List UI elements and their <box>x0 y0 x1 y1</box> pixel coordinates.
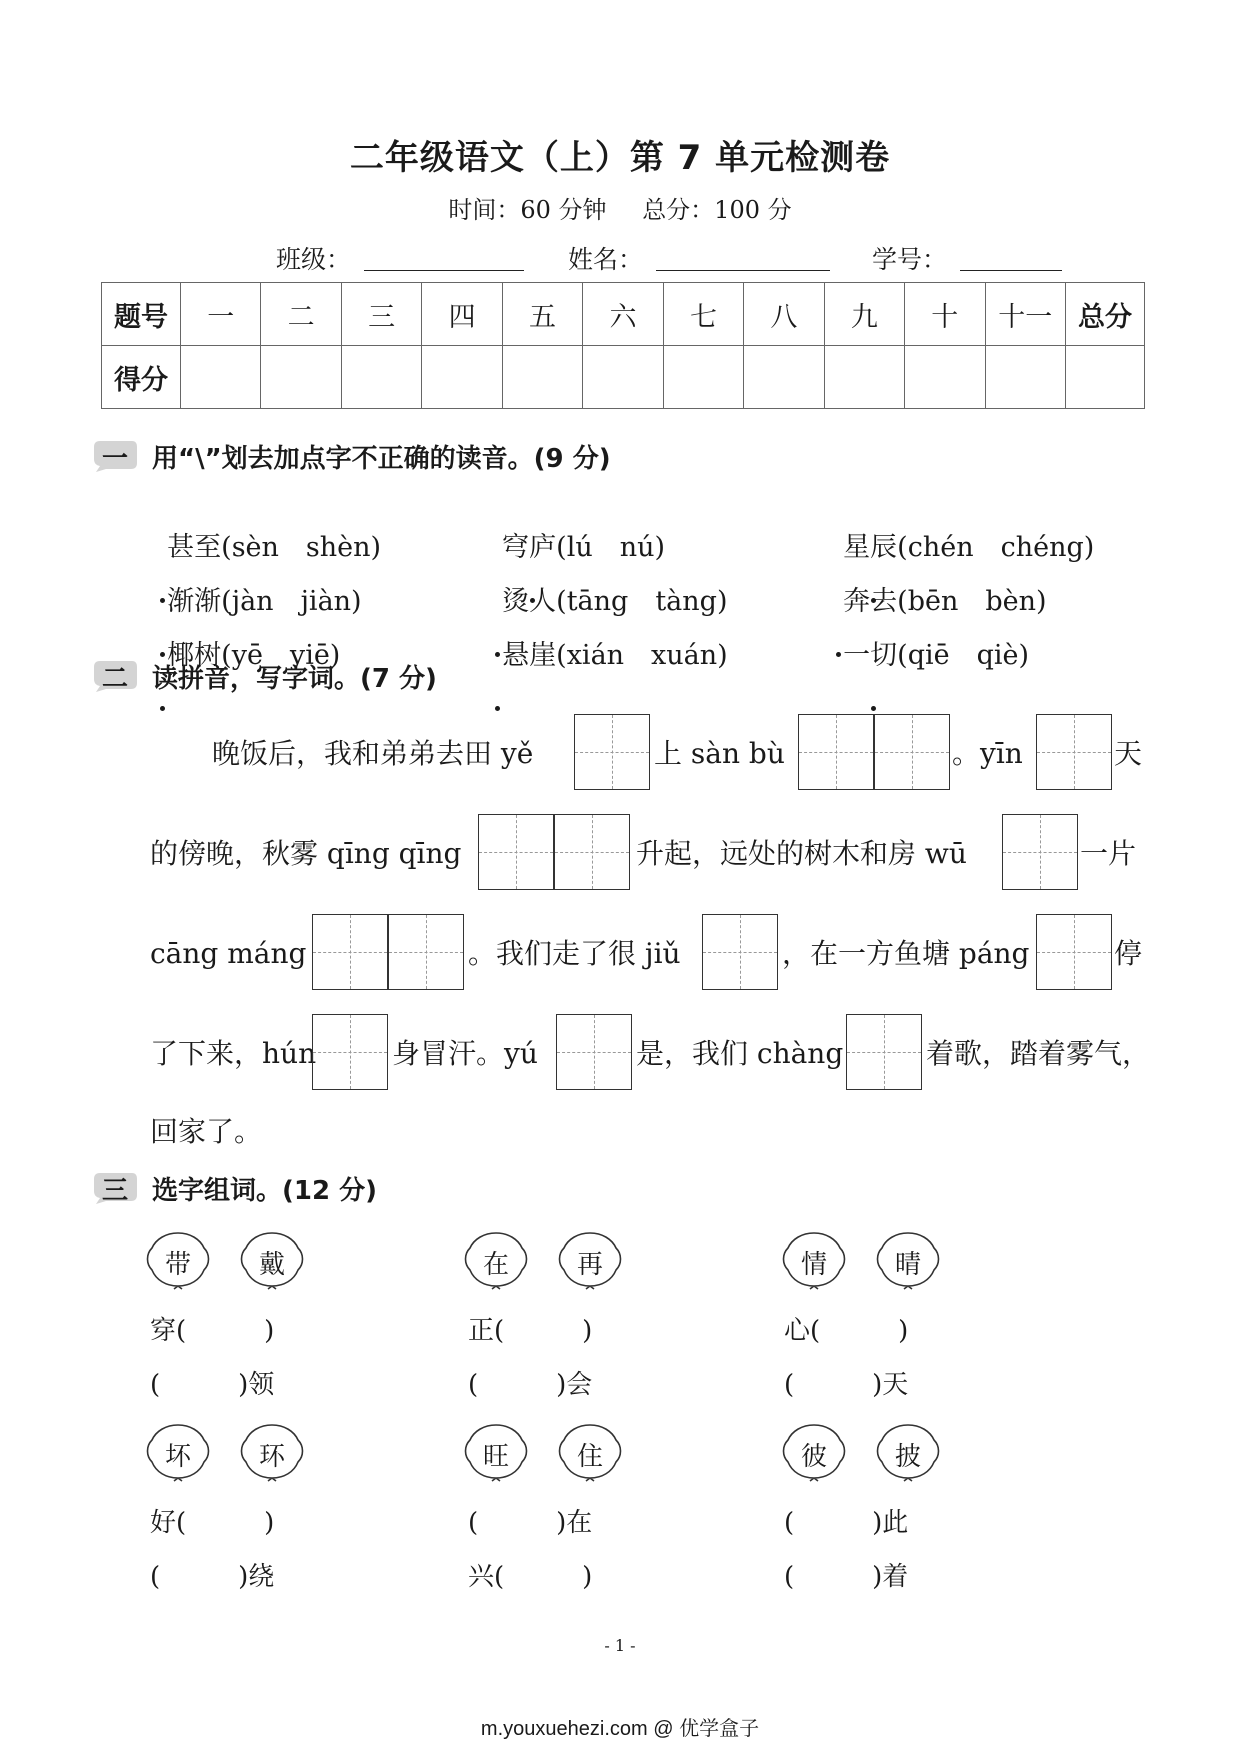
name-field[interactable] <box>656 270 830 271</box>
passage-text: cāng máng <box>150 937 307 970</box>
writing-grid-box[interactable] <box>554 814 630 890</box>
char-choice-flower: 彼 <box>780 1422 848 1482</box>
score-cell[interactable] <box>422 346 502 409</box>
passage-text: 着歌，踏着雾气， <box>926 1037 1151 1070</box>
score-cell[interactable] <box>341 346 421 409</box>
char-choice-flower: 带 <box>144 1230 212 1290</box>
section-3-title: 选字组词。(12 分) <box>152 1175 377 1206</box>
pinyin-item: 悬崖(xián xuán) <box>485 602 728 703</box>
section-2-heading <box>92 656 437 696</box>
passage-text: ，在一方鱼塘 páng <box>782 937 1030 970</box>
writing-grid-box[interactable] <box>1036 714 1112 790</box>
score-table-col: 二 <box>261 283 341 346</box>
writing-grid-box[interactable] <box>798 714 874 790</box>
passage-text: 是，我们 chàng <box>636 1037 844 1070</box>
fill-blank-item[interactable]: ( )此 <box>784 1508 909 1538</box>
passage-text: 升起，远处的树木和房 wū <box>636 837 967 870</box>
writing-grid-box[interactable] <box>478 814 554 890</box>
section-1-heading <box>92 436 611 476</box>
passage-line <box>0 1112 1240 1152</box>
section-1-title: 用“\”划去加点字不正确的读音。(9 分) <box>152 443 611 474</box>
score-cell[interactable] <box>985 346 1065 409</box>
fill-blank-item[interactable]: 兴( ) <box>468 1562 593 1592</box>
char-choice-flower: 坏 <box>144 1422 212 1482</box>
fill-blank-item[interactable]: ( )会 <box>468 1370 593 1400</box>
exam-meta <box>0 190 1240 225</box>
fill-blank-item[interactable]: 穿( ) <box>150 1316 275 1346</box>
writing-grid-box[interactable] <box>312 914 388 990</box>
score-cell[interactable] <box>824 346 904 409</box>
writing-grid-box[interactable] <box>1002 814 1078 890</box>
writing-grid-box[interactable] <box>574 714 650 790</box>
student-info-row <box>0 240 1240 276</box>
pinyin-item: 烫人(tāng tàng) <box>485 548 727 649</box>
page-title: 二年级语文（上）第 7 单元检测卷 <box>349 138 891 178</box>
fill-blank-item[interactable]: ( )绕 <box>150 1562 275 1592</box>
score-table-col: 九 <box>824 283 904 346</box>
char-choice-flower: 旺 <box>462 1422 530 1482</box>
passage-text: 停 <box>1114 937 1143 970</box>
score-cell[interactable] <box>905 346 985 409</box>
passage-text: 上 sàn bù <box>654 737 785 770</box>
score-table-col: 五 <box>502 283 582 346</box>
writing-grid-box[interactable] <box>312 1014 388 1090</box>
passage-text: 一片 <box>1080 837 1137 870</box>
score-table-score-row <box>102 346 1145 409</box>
writing-grid-box[interactable] <box>388 914 464 990</box>
fill-blank-item[interactable]: 心( ) <box>784 1316 909 1346</box>
score-table-col: 三 <box>341 283 421 346</box>
fill-blank-item[interactable]: ( )在 <box>468 1508 593 1538</box>
fill-blank-item[interactable]: 好( ) <box>150 1508 275 1538</box>
page-number: - 1 - <box>604 1636 636 1655</box>
char-choice-flower: 晴 <box>874 1230 942 1290</box>
student-id-field[interactable] <box>960 270 1062 271</box>
char-choice-flower: 披 <box>874 1422 942 1482</box>
score-cell[interactable] <box>502 346 582 409</box>
score-table-row-label: 题号 <box>102 283 181 346</box>
passage-text: 。我们走了很 jiǔ <box>468 937 681 970</box>
char-choice-flower: 环 <box>238 1422 306 1482</box>
passage-text: 的傍晚，秋雾 qīng qīng <box>150 837 462 870</box>
fill-blank-item[interactable]: 正( ) <box>468 1316 593 1346</box>
writing-grid-box[interactable] <box>702 914 778 990</box>
section-2-title: 读拼音，写字词。(7 分) <box>152 663 437 694</box>
passage-text: 天 <box>1114 737 1143 770</box>
fill-blank-item[interactable]: ( )天 <box>784 1370 909 1400</box>
source-footer: m.youxuehezi.com @ 优学盒子 <box>480 1718 760 1740</box>
pinyin-item: 穹庐(lú nú) <box>485 494 665 595</box>
student-id-label: 学号： <box>872 245 948 274</box>
score-table-col: 一 <box>181 283 261 346</box>
name-label: 姓名： <box>568 245 644 274</box>
score-cell[interactable] <box>583 346 663 409</box>
score-table-row-label: 得分 <box>102 346 181 409</box>
passage-text: 。yīn <box>952 737 1023 770</box>
char-choice-flower: 住 <box>556 1422 624 1482</box>
char-choice-flower: 戴 <box>238 1230 306 1290</box>
score-table <box>101 282 1145 409</box>
pinyin-item: 椰树(yē yiē) <box>150 602 340 703</box>
pinyin-item: 一切(qiē qiè) <box>826 602 1029 703</box>
writing-grid-box[interactable] <box>556 1014 632 1090</box>
score-table-col: 十 <box>905 283 985 346</box>
char-choice-flower: 再 <box>556 1230 624 1290</box>
score-table-col: 四 <box>422 283 502 346</box>
writing-grid-box[interactable] <box>874 714 950 790</box>
char-choice-flower: 在 <box>462 1230 530 1290</box>
score-cell[interactable] <box>663 346 743 409</box>
writing-grid-box[interactable] <box>1036 914 1112 990</box>
time-limit: 时间：60 分钟 <box>448 196 607 224</box>
score-table-col: 总分 <box>1066 283 1145 346</box>
section-badge: 一 <box>92 439 138 473</box>
pinyin-item: 甚至(sèn shèn) <box>150 494 381 595</box>
total-score: 总分：100 分 <box>642 196 792 224</box>
fill-blank-item[interactable]: ( )着 <box>784 1562 909 1592</box>
writing-grid-box[interactable] <box>846 1014 922 1090</box>
section-badge: 二 <box>92 659 138 693</box>
class-field[interactable] <box>364 270 524 271</box>
passage-text: 身冒汗。yú <box>392 1037 538 1070</box>
score-cell[interactable] <box>181 346 261 409</box>
section-3-heading <box>92 1168 377 1208</box>
class-label: 班级： <box>276 245 352 274</box>
score-cell[interactable] <box>744 346 824 409</box>
passage-text: 回家了。 <box>150 1115 263 1148</box>
score-table-header-row <box>102 283 1145 346</box>
passage-text: 了下来，hún <box>150 1037 317 1070</box>
score-table-col: 六 <box>583 283 663 346</box>
score-table-col: 八 <box>744 283 824 346</box>
pinyin-item: 奔去(bēn bèn) <box>826 548 1047 649</box>
pinyin-item: 星辰(chén chéng) <box>826 494 1094 595</box>
passage-text: 晚饭后，我和弟弟去田 yě <box>212 737 534 770</box>
fill-blank-item[interactable]: ( )领 <box>150 1370 275 1400</box>
score-table-col: 十一 <box>985 283 1065 346</box>
pinyin-item: 渐渐(jàn jiàn) <box>150 548 362 649</box>
score-cell[interactable] <box>261 346 341 409</box>
section-badge: 三 <box>92 1171 138 1205</box>
score-cell[interactable] <box>1066 346 1145 409</box>
char-choice-flower: 情 <box>780 1230 848 1290</box>
score-table-col: 七 <box>663 283 743 346</box>
